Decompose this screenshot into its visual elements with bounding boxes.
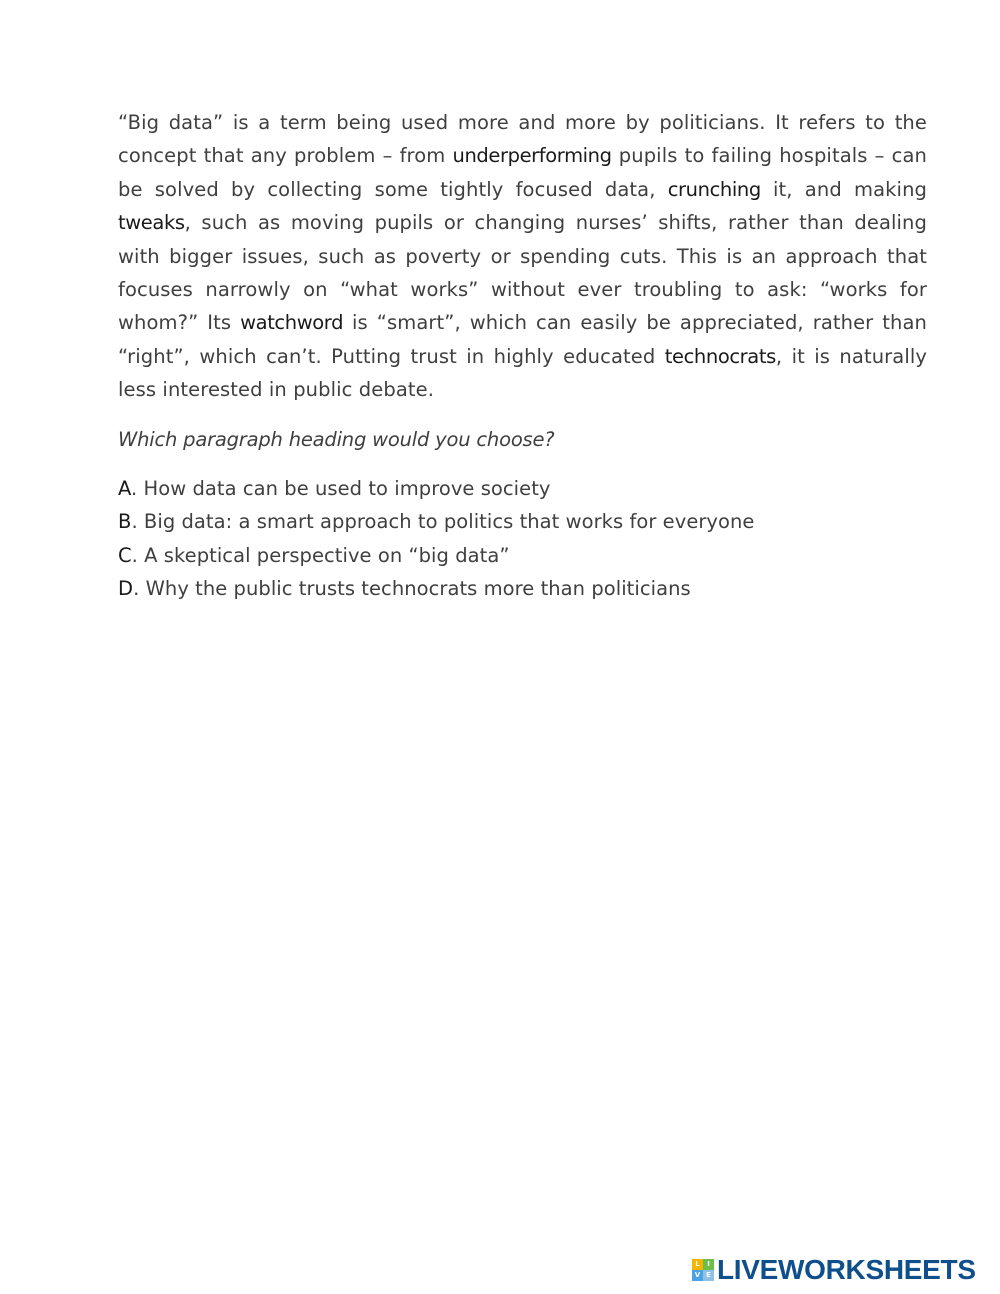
option-text: . A skeptical perspective on “big data”: [131, 543, 510, 567]
answer-option-a[interactable]: [118, 472, 927, 505]
logo-wordmark: LIVEWORKSHEETS: [717, 1254, 976, 1285]
vocab-word-technocrats: technocrats: [664, 344, 776, 368]
passage-text: pupils to failing hospitals – can be solved by collecting some tightly focused data,: [118, 144, 927, 201]
vocab-word-tweaks: tweaks: [118, 211, 185, 235]
answer-options-list: [118, 472, 927, 606]
option-letter: B: [118, 510, 132, 534]
passage-text: “Big data” is a term being used more and more by politicians. It refers to the concept that any problem – from: [118, 111, 927, 168]
reading-passage: [118, 106, 927, 407]
answer-option-c[interactable]: [118, 539, 927, 572]
option-letter: A: [118, 477, 132, 501]
logo-mark-tile: V: [692, 1270, 703, 1281]
passage-text: , it is naturally less interested in public debate.: [118, 344, 927, 402]
vocab-word-crunching: crunching: [667, 177, 761, 201]
passage-text: , such as moving pupils or changing nurses’ shifts, rather than dealing with bigger issues, such as poverty or spending cuts. This is an approach that focuses narrowly on “what works” without ever troubling to ask: “works for whom?” Its: [118, 211, 927, 335]
logo-mark-tile: L: [692, 1259, 703, 1270]
option-text: . How data can be used to improve society: [131, 477, 551, 501]
vocab-word-underperforming: underperforming: [452, 144, 612, 168]
liveworksheets-logo: [692, 1256, 976, 1284]
answer-option-b[interactable]: [118, 505, 927, 538]
option-letter: D: [118, 577, 134, 601]
option-text: . Big data: a smart approach to politics that works for everyone: [131, 510, 755, 534]
logo-mark-tile: E: [703, 1270, 714, 1281]
question-prompt: Which paragraph heading would you choose?: [118, 427, 555, 451]
passage-text: it, and making: [760, 177, 927, 201]
passage-text: is “smart”, which can easily be appreciated, rather than “right”, which can’t. Putting trust in highly educated: [118, 311, 927, 368]
option-text: . Why the public trusts technocrats more than politicians: [133, 577, 691, 601]
worksheet-page: [118, 106, 927, 606]
logo-mark-icon: [692, 1259, 714, 1281]
vocab-word-watchword: watchword: [240, 311, 344, 335]
answer-option-d[interactable]: [118, 572, 927, 605]
logo-mark-tile: I: [703, 1259, 714, 1270]
option-letter: C: [118, 543, 132, 567]
